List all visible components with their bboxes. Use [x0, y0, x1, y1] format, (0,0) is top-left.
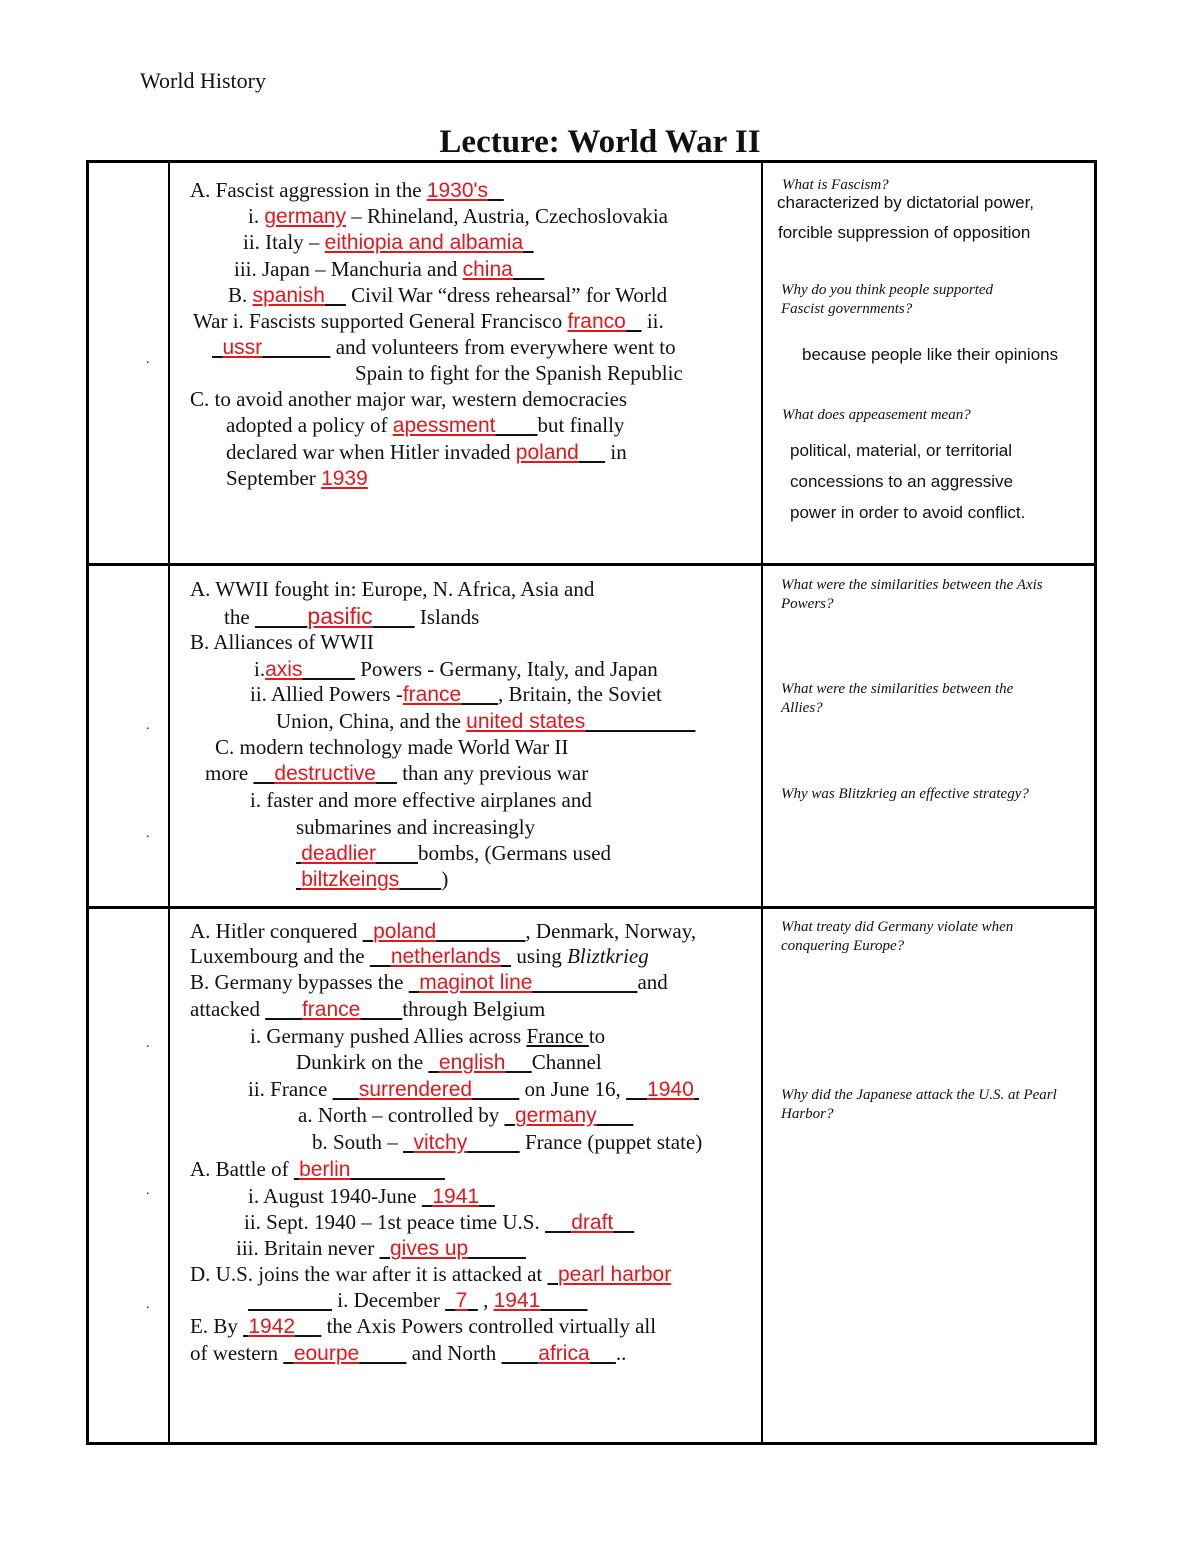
outline-line	[254, 659, 658, 680]
question: What were the similarities between the Axis Powers?	[781, 577, 1043, 612]
answer-blank: poland	[515, 441, 579, 464]
outline-line	[250, 1026, 605, 1047]
line-text: Union, China, and the	[276, 709, 467, 733]
margin-dot: .	[146, 718, 150, 733]
line-text: i. faster and more effective airplanes and	[250, 788, 592, 812]
line-text: D. U.S. joins the war after it is attacked at	[190, 1262, 548, 1286]
line-text: of western	[190, 1341, 284, 1365]
answer-blank: 1940	[647, 1078, 694, 1101]
answer-blank: 1941	[493, 1289, 541, 1312]
outline-line	[193, 311, 664, 332]
line-text: B. Alliances of WWII	[190, 630, 374, 654]
answer-blank: draft	[571, 1211, 614, 1234]
line-text: b. South –	[312, 1130, 404, 1154]
line-text: Dunkirk on the	[296, 1050, 429, 1074]
line-text: , Britain, the Soviet	[497, 682, 662, 706]
course-name: World History	[140, 68, 266, 93]
line-text: to	[588, 1024, 606, 1048]
line-text: A. Battle of	[190, 1157, 294, 1181]
line-text: and volunteers from everywhere went to	[330, 335, 676, 359]
line-text: than any previous war	[396, 761, 589, 785]
answer-blank: 7	[455, 1289, 468, 1312]
answer-blank: apessment	[392, 414, 496, 437]
outline-line	[248, 1186, 495, 1207]
outline-line	[226, 415, 624, 436]
line-text: France (puppet state)	[519, 1130, 703, 1154]
answer-blank: africa	[538, 1342, 590, 1365]
margin-dot: .	[146, 826, 150, 841]
answer-blank: english	[438, 1051, 506, 1074]
answer-blank: united states	[466, 710, 586, 733]
answer-blank: pasific	[307, 603, 373, 629]
question: What were the similarities between the Allies?	[781, 681, 1014, 716]
line-text: and	[637, 970, 668, 994]
row-divider-2	[89, 906, 1094, 909]
answer-blank: gives up	[389, 1237, 469, 1260]
line-text: B. Germany bypasses the	[190, 970, 409, 994]
line-text: Channel	[531, 1050, 602, 1074]
line-text: ii. Sept. 1940 – 1st peace time U.S.	[244, 1210, 545, 1234]
right-column-divider	[761, 163, 763, 1442]
answer-blank: surrendered	[358, 1078, 473, 1101]
answer-blank: vitchy	[413, 1131, 468, 1154]
line-text: a. North – controlled by	[298, 1103, 505, 1127]
line-text: and North	[406, 1341, 502, 1365]
outline-line	[298, 1105, 633, 1126]
line-text: in	[605, 440, 627, 464]
line-text: E. By	[190, 1314, 244, 1338]
outline-line	[296, 1052, 602, 1073]
line-text: using	[511, 944, 568, 968]
outline-line	[234, 259, 544, 280]
question: Why did the Japanese attack the U.S. at Pearl Harbor?	[781, 1087, 1057, 1122]
outline-line	[248, 206, 668, 227]
line-text: ii.	[641, 309, 664, 333]
line-text: i.	[254, 657, 266, 681]
written-answer: concessions to an aggressive	[790, 472, 1014, 491]
written-answer: forcible suppression of opposition	[778, 223, 1031, 242]
outline-line	[296, 843, 611, 864]
line-text: A. Hitler conquered	[190, 919, 363, 943]
written-answer: because people like their opinions	[802, 345, 1059, 364]
outline-line	[355, 363, 683, 384]
line-text: through Belgium	[402, 997, 546, 1021]
outline-line	[244, 1212, 634, 1233]
line-text: submarines and increasingly	[296, 815, 536, 839]
outline-line	[205, 763, 588, 784]
outline-line	[296, 817, 535, 838]
written-answer: political, material, or territorial	[790, 441, 1013, 460]
answer-blank: 1930's	[426, 179, 489, 202]
written-answer: power in order to avoid conflict.	[790, 503, 1026, 522]
outline-line	[248, 1290, 588, 1311]
answer-blank: eithiopia and albamia	[324, 231, 524, 254]
line-text: France	[526, 1024, 589, 1048]
line-text: i.	[248, 204, 265, 228]
answer-blank: germany	[264, 205, 347, 228]
answer-blank: axis	[265, 658, 303, 681]
question: What treaty did Germany violate when conquering Europe?	[781, 919, 1014, 954]
outline-line	[226, 442, 627, 463]
outline-line	[190, 1316, 656, 1337]
outline-line	[190, 921, 696, 942]
line-text: ii. Allied Powers -	[250, 682, 403, 706]
question: Why do you think people supported Fascist governments?	[781, 282, 994, 317]
written-answer: characterized by dictatorial power,	[777, 193, 1035, 212]
line-text: – Rhineland, Austria, Czechoslovakia	[346, 204, 668, 228]
outline-line	[226, 468, 368, 489]
line-text: iii. Japan – Manchuria and	[234, 257, 463, 281]
outline-line	[190, 1264, 671, 1285]
outline-line	[312, 1132, 702, 1153]
line-text: ii. Italy –	[243, 230, 325, 254]
line-text: bombs, (Germans used	[417, 841, 612, 865]
line-text: more	[205, 761, 254, 785]
answer-blank: deadlier	[301, 842, 376, 865]
line-text: September	[226, 466, 322, 490]
line-text: ii. France	[248, 1077, 333, 1101]
outline-line	[190, 1343, 626, 1364]
line-text: attacked	[190, 997, 266, 1021]
line-text: i. December	[332, 1288, 446, 1312]
outline-line	[250, 684, 662, 705]
outline-line	[190, 972, 668, 993]
row-divider-1	[89, 563, 1094, 566]
answer-blank: france	[402, 683, 462, 706]
margin-dot: .	[146, 1036, 150, 1051]
line-text: adopted a policy of	[226, 413, 393, 437]
line-text: Civil War “dress rehearsal” for World	[345, 283, 668, 307]
line-text: i. August 1940-June	[248, 1184, 422, 1208]
answer-blank: pearl harbor	[557, 1263, 672, 1286]
line-text: War i. Fascists supported General Francisco	[193, 309, 568, 333]
outline-line	[190, 180, 504, 201]
answer-blank: franco	[567, 310, 626, 333]
outline-line	[243, 232, 534, 253]
line-text: C. modern technology made World War II	[215, 735, 569, 759]
answer-blank: maginot line	[419, 971, 533, 994]
line-text: i. Germany pushed Allies across	[250, 1024, 527, 1048]
answer-blank: ussr	[222, 336, 263, 359]
answer-blank: 1939	[321, 467, 368, 490]
outline-line	[296, 869, 448, 890]
answer-blank: france	[301, 998, 361, 1021]
answer-blank: poland	[373, 920, 437, 943]
margin-dot: .	[146, 1183, 150, 1198]
line-text: Luxembourg and the	[190, 944, 370, 968]
outline-line	[276, 711, 695, 732]
answer-blank: germany	[514, 1104, 597, 1127]
line-text: B.	[228, 283, 253, 307]
left-column-divider	[168, 163, 170, 1442]
answer-blank: china	[462, 258, 513, 281]
question: What does appeasement mean?	[782, 407, 971, 423]
margin-dot: .	[146, 1297, 150, 1312]
line-text: A. WWII fought in: Europe, N. Africa, Asia and	[190, 577, 595, 601]
line-text: Islands	[414, 605, 480, 629]
outline-line	[250, 790, 592, 811]
answer-blank: eourpe	[293, 1342, 360, 1365]
answer-blank: destructive	[274, 762, 376, 785]
line-text: the Axis Powers controlled virtually all	[321, 1314, 657, 1338]
outline-line	[190, 1159, 445, 1180]
answer-blank: 1942	[248, 1315, 296, 1338]
line-text: ,	[477, 1288, 494, 1312]
outline-line	[224, 605, 479, 628]
outline-line	[190, 946, 649, 967]
answer-blank: 1941	[432, 1185, 480, 1208]
page-title: Lecture: World War II	[439, 124, 761, 160]
line-text: iii. Britain never	[236, 1236, 380, 1260]
line-text: , Denmark, Norway,	[525, 919, 697, 943]
line-text: A. Fascist aggression in the	[190, 178, 427, 202]
line-text: Spain to fight for the Spanish Republic	[355, 361, 683, 385]
outline-line	[248, 1079, 699, 1100]
line-text: the	[224, 605, 255, 629]
line-text: Powers - Germany, Italy, and Japan	[354, 657, 658, 681]
line-text: ..	[615, 1341, 627, 1365]
line-text: )	[441, 867, 449, 891]
line-text: on June 16,	[519, 1077, 627, 1101]
outline-line	[190, 579, 594, 600]
question: Why was Blitzkrieg an effective strategy?	[781, 786, 1029, 802]
answer-blank: biltzkeings	[301, 868, 400, 891]
outline-line	[212, 337, 676, 358]
line-text: C. to avoid another major war, western democracies	[190, 387, 628, 411]
outline-line	[190, 389, 627, 410]
margin-dot: .	[146, 352, 150, 367]
answer-blank: berlin	[299, 1158, 351, 1181]
answer-blank: netherlands	[390, 945, 501, 968]
question: What is Fascism?	[782, 177, 889, 193]
outline-line	[215, 737, 568, 758]
line-text: but finally	[537, 413, 625, 437]
outline-line	[228, 285, 667, 306]
answer-blank: spanish	[252, 284, 325, 307]
outline-line	[190, 632, 374, 653]
outline-line	[236, 1238, 526, 1259]
line-text: Bliztkrieg	[567, 944, 649, 968]
line-text: declared war when Hitler invaded	[226, 440, 516, 464]
outline-line	[190, 999, 545, 1020]
